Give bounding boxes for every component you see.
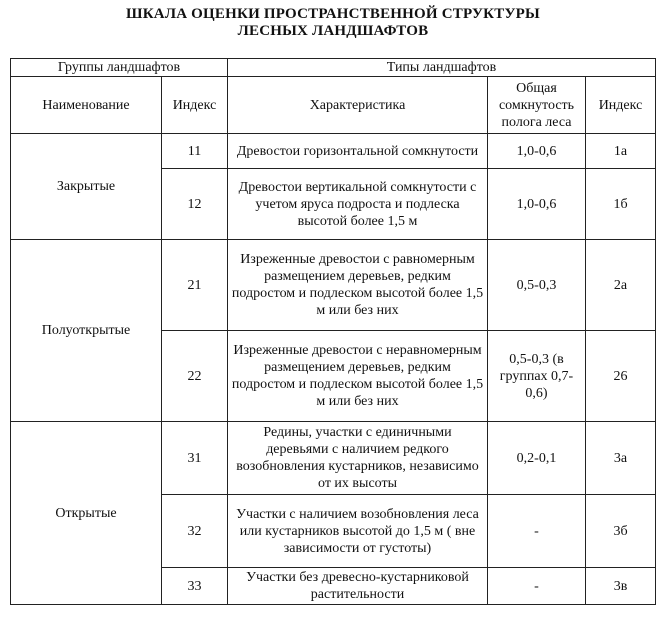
row-index: 11: [162, 134, 228, 169]
group-name-open: Открытые: [11, 422, 162, 605]
header-types: Типы ландшафтов: [228, 59, 656, 77]
row-characteristic: Редины, участки с единичными деревьями с наличием редкого возобновления кустарников, независимо от их высоты: [228, 422, 488, 495]
row-density: 0,5-0,3: [488, 240, 586, 331]
row-index: 22: [162, 331, 228, 422]
document-title: [0, 6, 666, 40]
row-index: 32: [162, 495, 228, 568]
row-index: 33: [162, 568, 228, 605]
group-name-semi-open: Полуоткрытые: [11, 240, 162, 422]
header-density: Общая сомкнутость полога леса: [488, 77, 586, 134]
landscape-structure-table: [10, 58, 656, 605]
table-row: [11, 422, 656, 495]
header-characteristic: Характеристика: [228, 77, 488, 134]
row-density: 1,0-0,6: [488, 134, 586, 169]
row-index: 12: [162, 169, 228, 240]
row-type-index: 2а: [586, 240, 656, 331]
row-characteristic: Изреженные древостои с неравномерным размещением деревьев, редким подростом и подлеском высотой более 1,5 м или без них: [228, 331, 488, 422]
title-line-1: ШКАЛА ОЦЕНКИ ПРОСТРАНСТВЕННОЙ СТРУКТУРЫ: [126, 6, 540, 22]
table-row: [11, 240, 656, 331]
row-type-index: 3а: [586, 422, 656, 495]
row-type-index: 3в: [586, 568, 656, 605]
header-group-row: [11, 59, 656, 77]
header-type-index: Индекс: [586, 77, 656, 134]
header-group-index: Индекс: [162, 77, 228, 134]
title-line-2: ЛЕСНЫХ ЛАНДШАФТОВ: [237, 23, 429, 39]
header-columns-row: [11, 77, 656, 134]
row-type-index: 1б: [586, 169, 656, 240]
row-type-index: 1а: [586, 134, 656, 169]
row-density: 0,2-0,1: [488, 422, 586, 495]
row-characteristic: Участки без древесно-кустарниковой растительности: [228, 568, 488, 605]
header-groups: Группы ландшафтов: [11, 59, 228, 77]
row-index: 31: [162, 422, 228, 495]
row-characteristic: Изреженные древостои с равномерным размещением деревьев, редким подростом и подлеском высотой более 1,5 м или без них: [228, 240, 488, 331]
row-characteristic: Участки с наличием возобновления леса или кустарников высотой до 1,5 м ( вне зависимости от густоты): [228, 495, 488, 568]
row-density: 1,0-0,6: [488, 169, 586, 240]
row-density: 0,5-0,3 (в группах 0,7-0,6): [488, 331, 586, 422]
row-index: 21: [162, 240, 228, 331]
row-type-index: 26: [586, 331, 656, 422]
row-characteristic: Древостои горизонтальной сомкнутости: [228, 134, 488, 169]
row-density: -: [488, 568, 586, 605]
table-row: [11, 134, 656, 169]
header-name: Наименование: [11, 77, 162, 134]
row-characteristic: Древостои вертикальной сомкнутости с учетом яруса подроста и подлеска высотой более 1,5 м: [228, 169, 488, 240]
row-density: -: [488, 495, 586, 568]
row-type-index: 3б: [586, 495, 656, 568]
group-name-closed: Закрытые: [11, 134, 162, 240]
